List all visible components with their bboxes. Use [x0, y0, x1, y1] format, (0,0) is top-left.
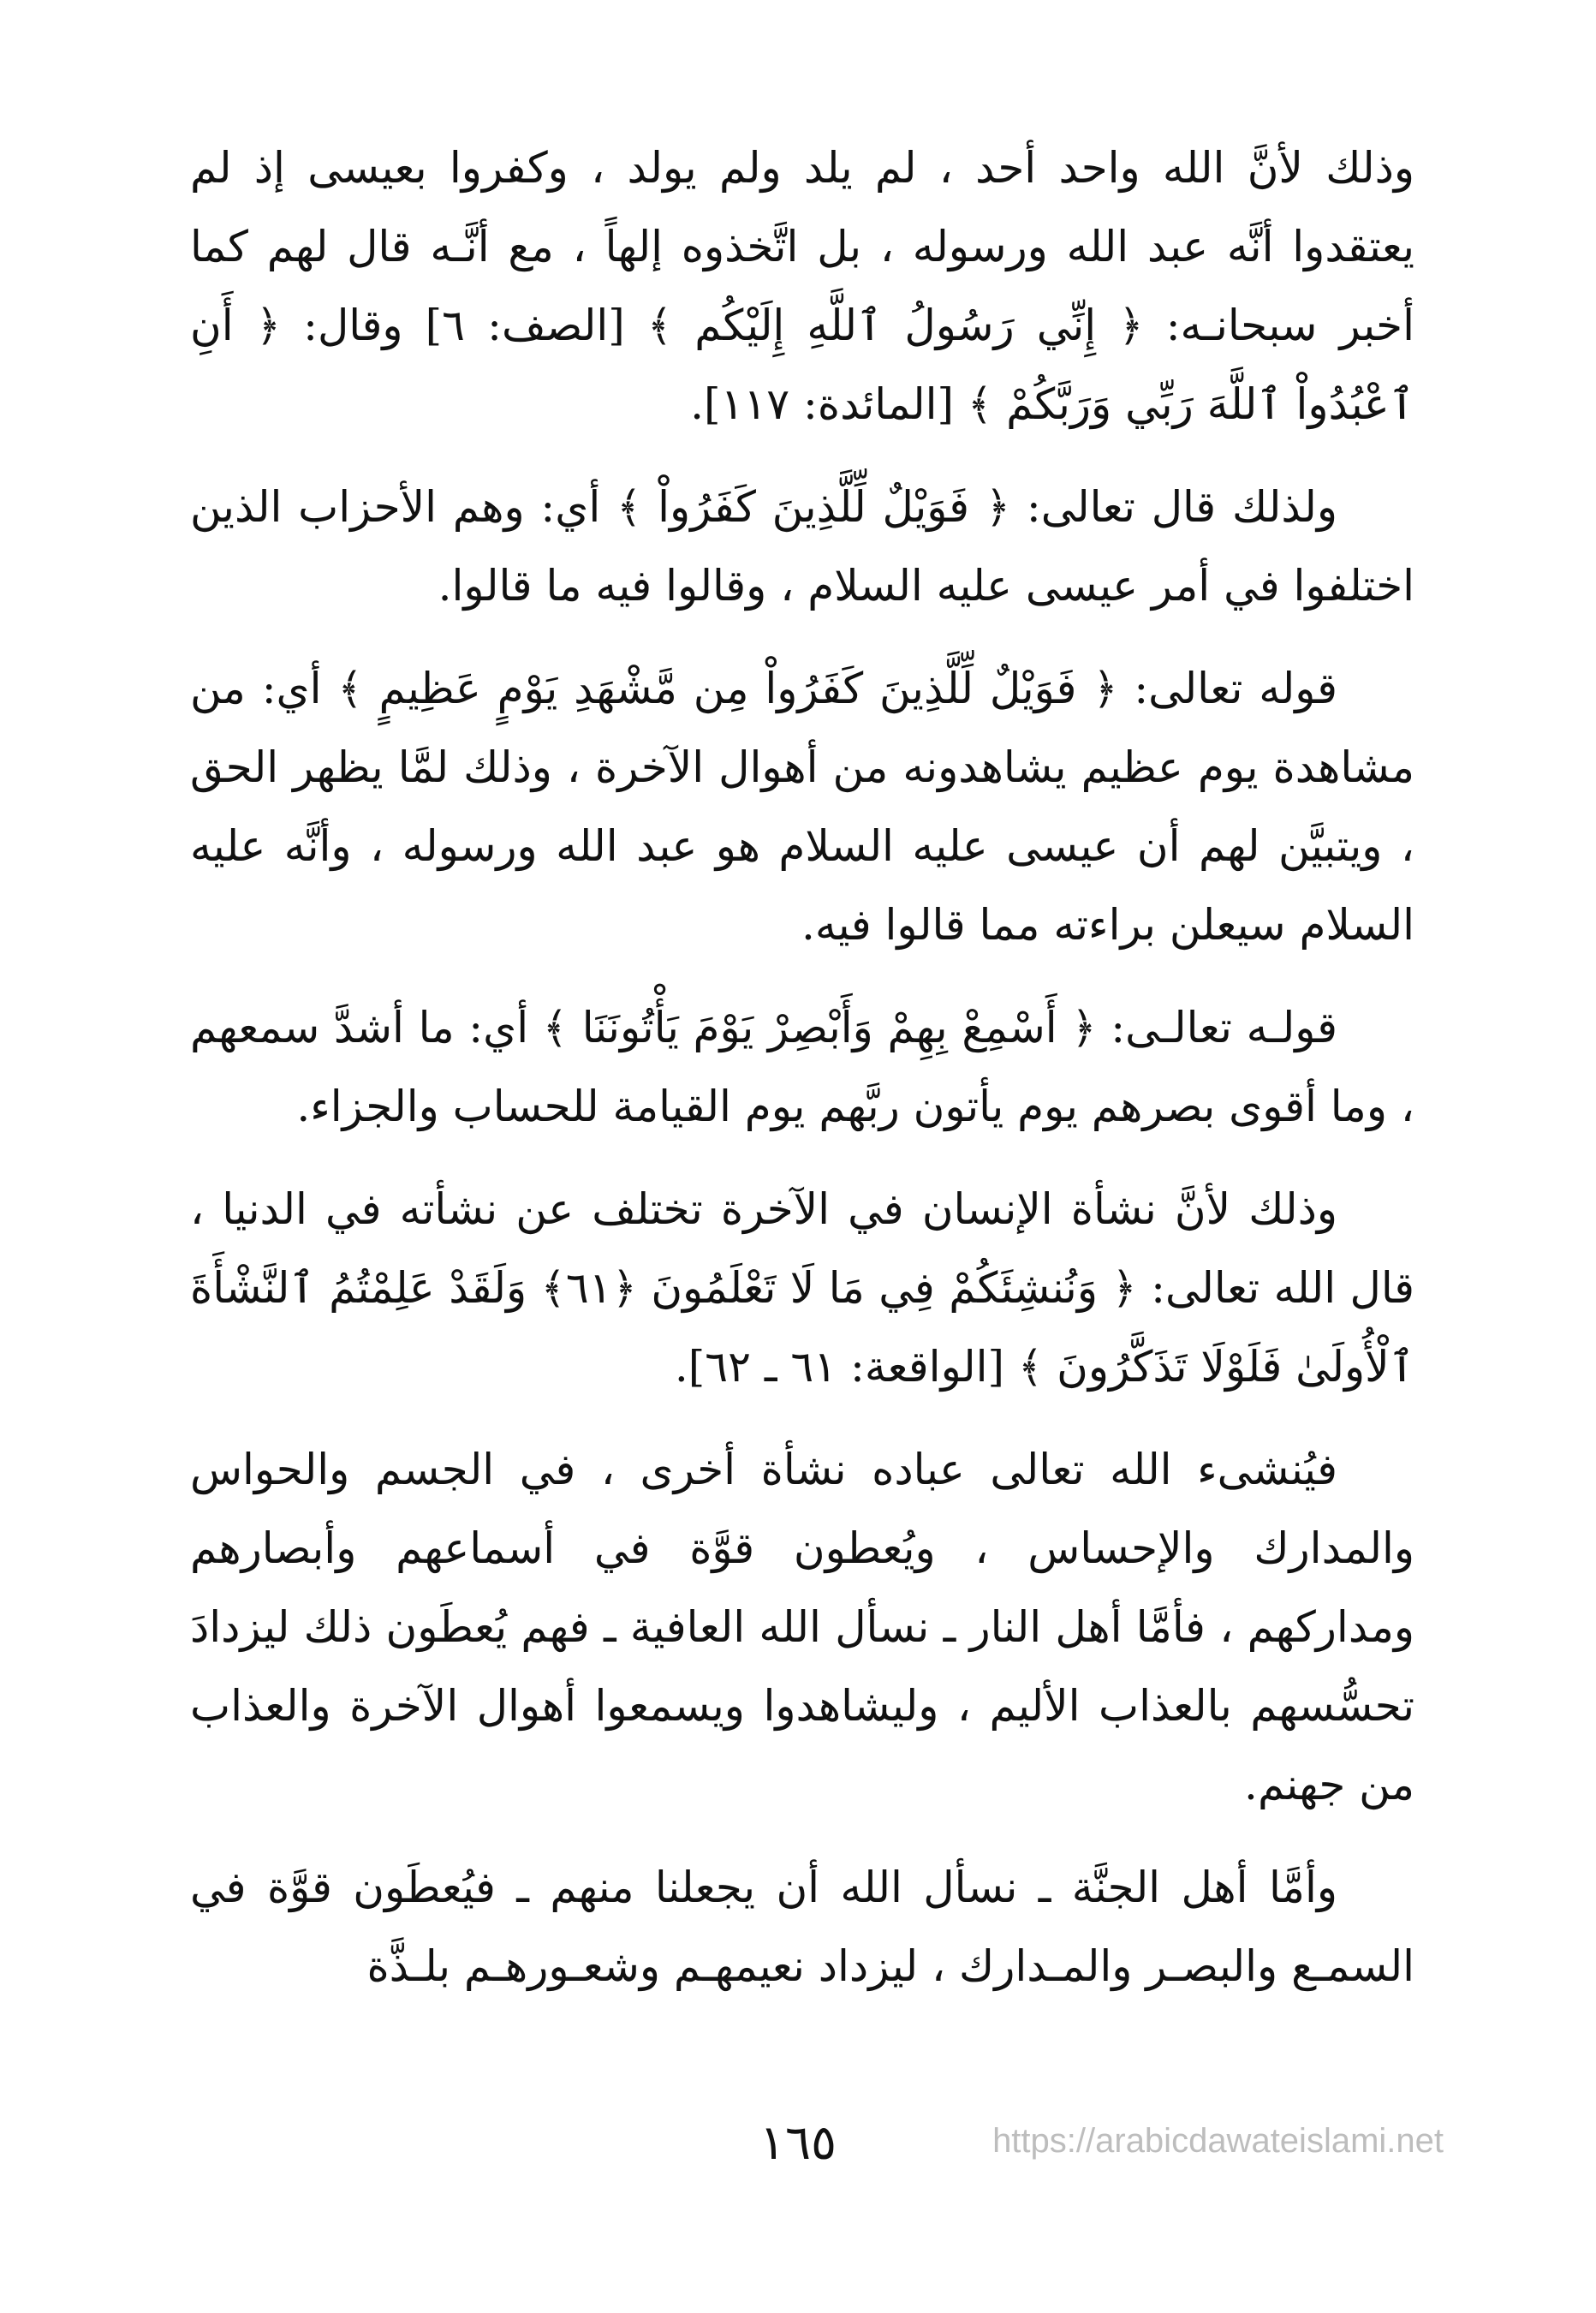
paragraph-3: قوله تعالى: ﴿ فَوَيْلٌ لِّلَّذِينَ كَفَرُواْ مِن مَّشْهَدِ يَوْمٍ عَظِيمٍ ﴾ أي: من مشاهدة يوم عظيم يشاهدونه من أهوال الآخرة ، وذلك لمَّا يظهر الحق ، ويتبيَّن لهم أن عيسى عليه السلام هو عبد الله ورسوله ، وأنَّه عليه السلام سيعلن براءته مما قالوا فيه.	[190, 664, 1414, 950]
paragraph-6: فيُنشىء الله تعالى عباده نشأة أخرى ، في الجسم والحواس والمدارك والإحساس ، ويُعطون قوَّة في أسماعهم وأبصارهم ومداركهم ، فأمَّا أهل النار ـ نسأل الله العافية ـ فهم يُعطَون ذلك ليزدادَ تحسُّسهم بالعذاب الأليم ، وليشاهدوا ويسمعوا أهوال الآخرة والعذاب من جهنم.	[190, 1445, 1414, 1809]
paragraph-1: وذلك لأنَّ الله واحد أحد ، لم يلد ولم يولد ، وكفروا بعيسى إذ لم يعتقدوا أنَّه عبد الله ورسوله ، بل اتَّخذوه إلهاً ، مع أنَّـه قال لهم كما أخبر سبحانـه: ﴿ إِنِّي رَسُولُ ٱللَّهِ إِلَيْكُم ﴾ [الصف: ٦] وقال: ﴿ أَنِ ٱعْبُدُواْ ٱللَّهَ رَبِّي وَرَبَّكُمْ ﴾ [المائدة: ١١٧].	[190, 143, 1414, 429]
paragraph-5: وذلك لأنَّ نشأة الإنسان في الآخرة تختلف عن نشأته في الدنيا ، قال الله تعالى: ﴿ وَنُنشِئَكُمْ فِي مَا لَا تَعْلَمُونَ ﴿٦١﴾ وَلَقَدْ عَلِمْتُمُ ٱلنَّشْأَةَ ٱلْأُولَىٰ فَلَوْلَا تَذَكَّرُونَ ﴾ [الواقعة: ٦١ ـ ٦٢].	[190, 1184, 1414, 1392]
watermark-url: https://arabicdawateislami.net	[992, 2122, 1444, 2160]
paragraph-7: وأمَّا أهل الجنَّة ـ نسأل الله أن يجعلنا منهم ـ فيُعطَون قوَّة في السمـع والبصـر والمـدارك ، ليزداد نعيمهـم وشعـورهـم بلـذَّة	[190, 1863, 1414, 1991]
page-body	[190, 128, 1414, 2030]
paragraph-2: ولذلك قال تعالى: ﴿ فَوَيْلٌ لِّلَّذِينَ كَفَرُواْ ﴾ أي: وهم الأحزاب الذين اختلفوا في أمر عيسى عليه السلام ، وقالوا فيه ما قالوا.	[190, 482, 1414, 611]
paragraph-4: قولـه تعالـى: ﴿ أَسْمِعْ بِهِمْ وَأَبْصِرْ يَوْمَ يَأْتُونَنَا ﴾ أي: ما أشدَّ سمعهم ، وما أقوى بصرهم يوم يأتون ربَّهم يوم القيامة للحساب والجزاء.	[190, 1003, 1414, 1131]
page-number: ١٦٥	[759, 2115, 837, 2171]
